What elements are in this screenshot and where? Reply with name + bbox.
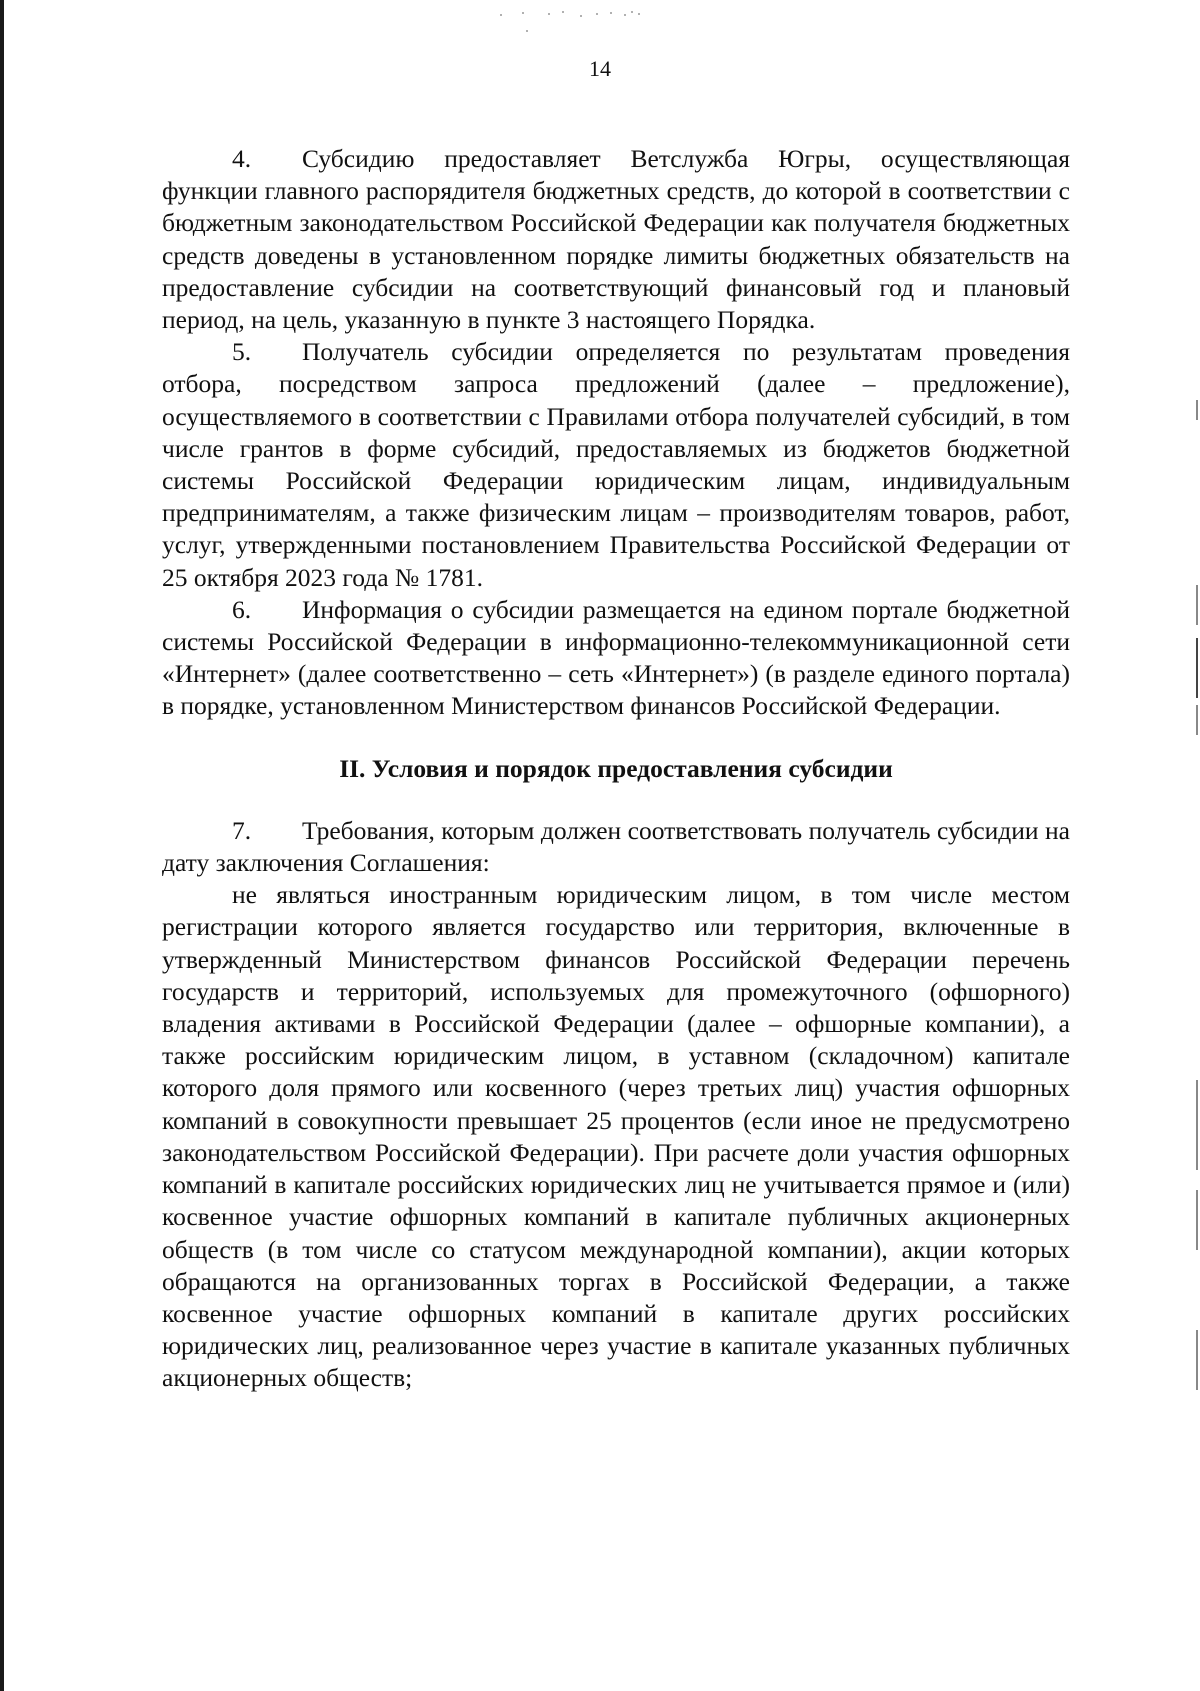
page-number: 14 xyxy=(589,56,611,81)
spacer xyxy=(162,785,1070,815)
paragraph-number: 4. xyxy=(232,144,252,173)
spacer xyxy=(162,723,1070,753)
paragraph-text: не являться иностранным юридическим лицом, в том числе местом регистрации которого является государство или территория, включенные в утвержденный Министерством финансов Российской Федерации перечень государств и территорий, используемых для промежуточного (офшорного) владения активами в Российской Федерации (далее – офшорные компании), а также российским юридическим лицом, в уставном (складочном) капитале которого доля прямого или косвенного (через третьих лиц) участия офшорных компаний в совокупности превышает 25 процентов (если иное не предусмотрено законодательством Российской Федерации). При расчете доли участия офшорных компаний в капитале российских юридических лиц не учитывается прямое и (или) косвенное участие офшорных компаний в капитале публичных акционерных обществ (в том числе со статусом международной компании), акции которых обращаются на организованных торгах в Российской Федерации, а также косвенное участие офшорных компаний в капитале других российских юридических лиц, реализованное через участие в капитале указанных публичных акционерных обществ; xyxy=(162,880,1070,1393)
paragraph-4 xyxy=(162,143,1070,336)
section-heading: II. Условия и порядок предоставления субсидии xyxy=(339,753,893,783)
paragraph-text: Получатель субсидии определяется по результатам проведения отбора, посредством запроса предложений (далее – предложение), осуществляемого в соответствии с Правилами отбора получателей субсидий, в том числе грантов в форме субсидий, предоставляемых из бюджетов бюджетной системы Российской Федерации юридическим лицам, индивидуальным предпринимателям, а также физическим лицам – производителям товаров, работ, услуг, утвержденными постановлением Правительства Российской Федерации от 25 октября 2023 года № 1781. xyxy=(162,337,1070,592)
paragraph-number: 7. xyxy=(232,815,252,845)
paragraph-7 xyxy=(162,815,1070,879)
paragraph-offshore-requirement xyxy=(162,879,1070,1394)
scan-noise xyxy=(500,10,700,40)
document-body xyxy=(162,143,1070,1395)
scan-right-marks xyxy=(1188,0,1200,1691)
paragraph-number: 5. xyxy=(232,337,252,367)
paragraph-5 xyxy=(162,336,1070,594)
scan-left-border xyxy=(0,0,4,1691)
paragraph-text: Требования, которым должен соответствовать получатель субсидии на дату заключения Соглашения: xyxy=(162,815,1070,878)
paragraph-text: Информация о субсидии размещается на едином портале бюджетной системы Российской Федерации в информационно-телекоммуникационной сети «Интернет» (далее соответственно – сеть «Интернет») (в разделе единого портала) в порядке, установленном Министерством финансов Российской Федерации. xyxy=(162,594,1070,721)
paragraph-6 xyxy=(162,594,1070,723)
paragraph-number: 6. xyxy=(232,594,252,624)
paragraph-text: Субсидию предоставляет Ветслужба Югры, осуществляющая функции главного распорядителя бюджетных средств, до которой в соответствии с бюджетным законодательством Российской Федерации как получателя бюджетных средств доведены в установленном порядке лимиты бюджетных обязательств на предоставление субсидии на соответствующий финансовый год и плановый период, на цель, указанную в пункте 3 настоящего Порядка. xyxy=(162,144,1070,335)
